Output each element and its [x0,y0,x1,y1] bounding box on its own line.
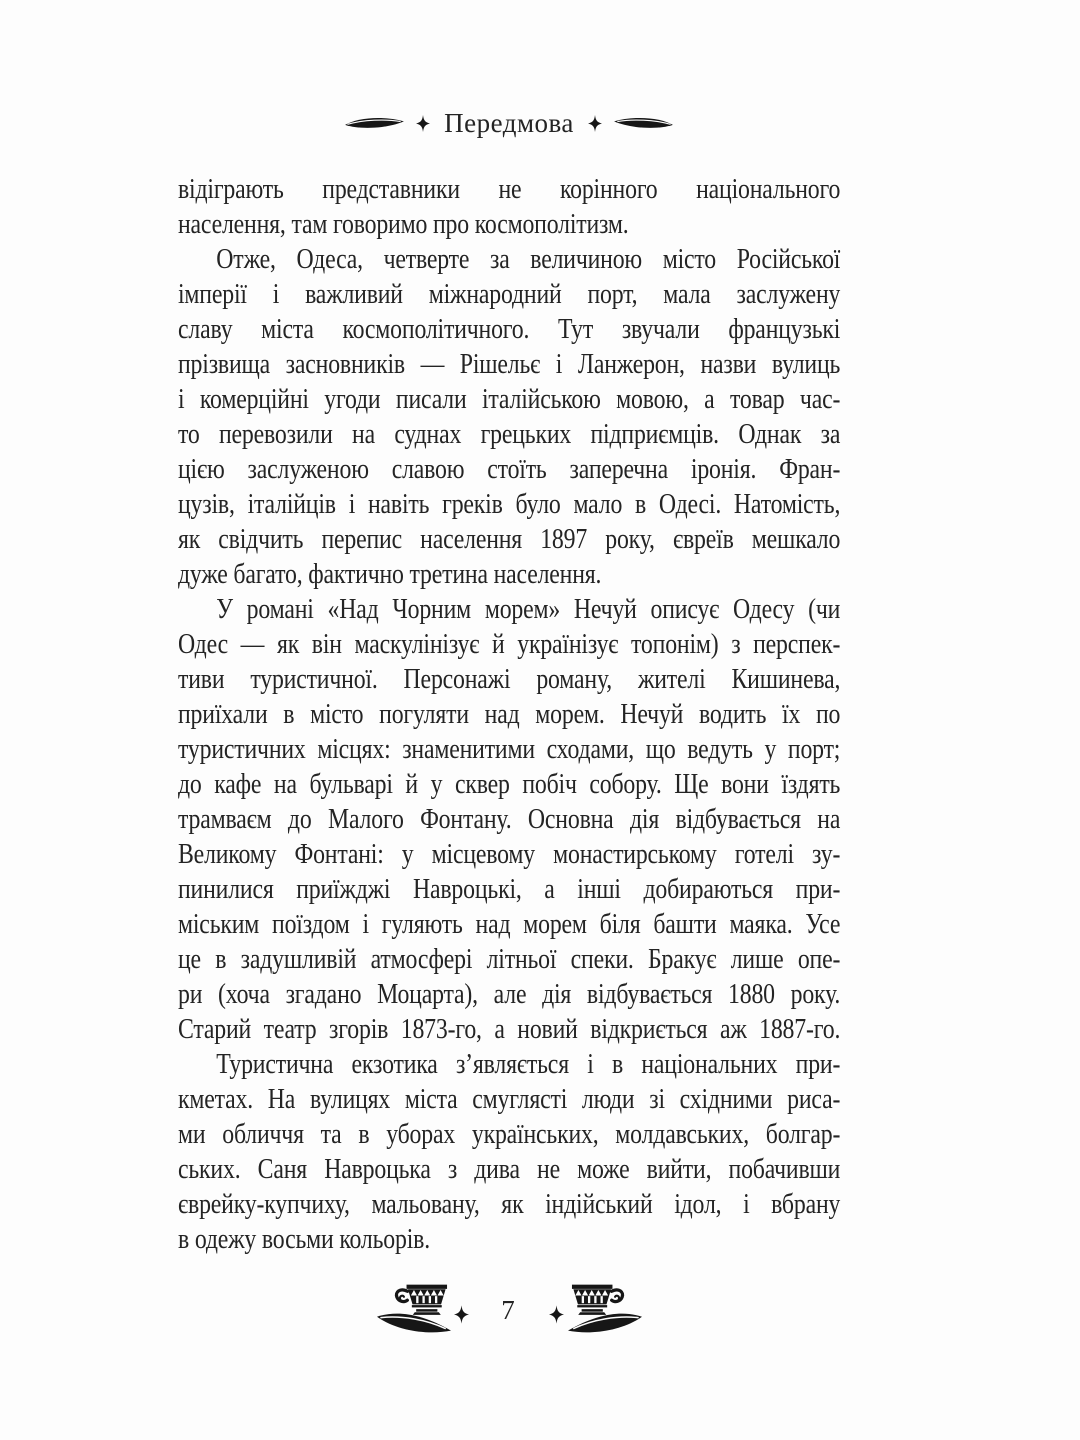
text-line: У романі «Над Чорним морем» Нечуй описує Одесу (чи [216,594,841,625]
text-line: імперії і важливий міжнародний порт, мала заслужену [178,279,841,310]
leaf-ornament-icon [612,116,675,130]
diamond-star-icon [549,1305,564,1324]
diamond-star-icon [588,115,602,132]
text-line: як свідчить перепис населення 1897 року, євреїв мешкало [178,524,841,555]
text-line: прізвища засновників — Рішельє і Ланжерон, назви вулиць [178,349,841,380]
text-line: в одежу восьми кольорів. [178,1224,431,1255]
text-line: відіграють представники не корінного національного [178,174,841,205]
text-line: дуже багато, фактично третина населення. [178,559,602,590]
teacup-ornament-icon [571,1284,625,1315]
leaf-ornament-icon [376,1310,452,1335]
diamond-star-icon [416,115,430,132]
text-line: трамваєм до Малого Фонтану. Основна дія відбувається на [178,804,841,835]
text-line: населення, там говоримо про космополітизм. [178,209,629,240]
text-line: Отже, Одеса, четверте за величиною місто Російської [216,244,841,275]
text-line: Туристична екзотика з’являється і в національних при- [216,1049,841,1080]
text-line: Великому Фонтані: у місцевому монастирському готелі зу- [178,839,841,870]
body-text [178,172,840,1257]
text-line: до кафе на бульварі й у сквер побіч собору. Ще вони їздять [178,769,841,800]
text-line: і комерційні угоди писали італійською мовою, а товар час- [178,384,841,415]
page-number: 7 [501,1295,515,1325]
text-line: тиви туристичної. Персонажі роману, жителі Кишинева, [178,664,841,695]
text-line: пинилися приїжджі Навроцькі, а інші добираються при- [178,874,841,905]
text-line: Старий театр згорів 1873-го, а новий відкриється аж 1887-го. [178,1014,841,1045]
leaf-ornament-icon [567,1310,643,1335]
teacup-ornament-icon [394,1284,448,1315]
text-line: славу міста космополітичного. Тут звучали французькі [178,314,841,345]
text-line: то перевозили на суднах грецьких підприємців. Однак за [178,419,841,450]
leaf-ornament-icon [343,116,406,130]
text-line: ських. Саня Навроцька з дива не може вийти, побачивши [178,1154,841,1185]
text-line: ми обличчя та в уборах українських, молдавських, болгар- [178,1119,841,1150]
text-line: Одес — як він маскулінізує й українізує топонім) з перспек- [178,629,841,660]
text-line: це в задушливій атмосфері літньої спеки. Бракує лише опе- [178,944,841,975]
text-line: ри (хоча згадано Моцарта), але дія відбувається 1880 року. [178,979,841,1010]
text-line: туристичних місцях: знаменитими сходами, що ведуть у порт; [178,734,841,765]
text-line: міським поїздом і гуляють над морем біля башти маяка. Усе [178,909,841,940]
chapter-header [0,100,1018,146]
text-line: єврейку-купчиху, мальовану, як індійський ідол, і вбрану [178,1189,841,1220]
diamond-star-icon [454,1305,469,1324]
text-line: цузів, італійців і навіть греків було мало в Одесі. Натомість, [178,489,841,520]
chapter-title: Передмова [444,107,574,138]
text-line: кметах. На вулицях міста смуглясті люди зі східними риса- [178,1084,841,1115]
text-line: приїхали в місто погуляти над морем. Нечуй водить їх по [178,699,841,730]
text-line: цією заслуженою славою стоїть заперечна іронія. Фран- [178,454,841,485]
